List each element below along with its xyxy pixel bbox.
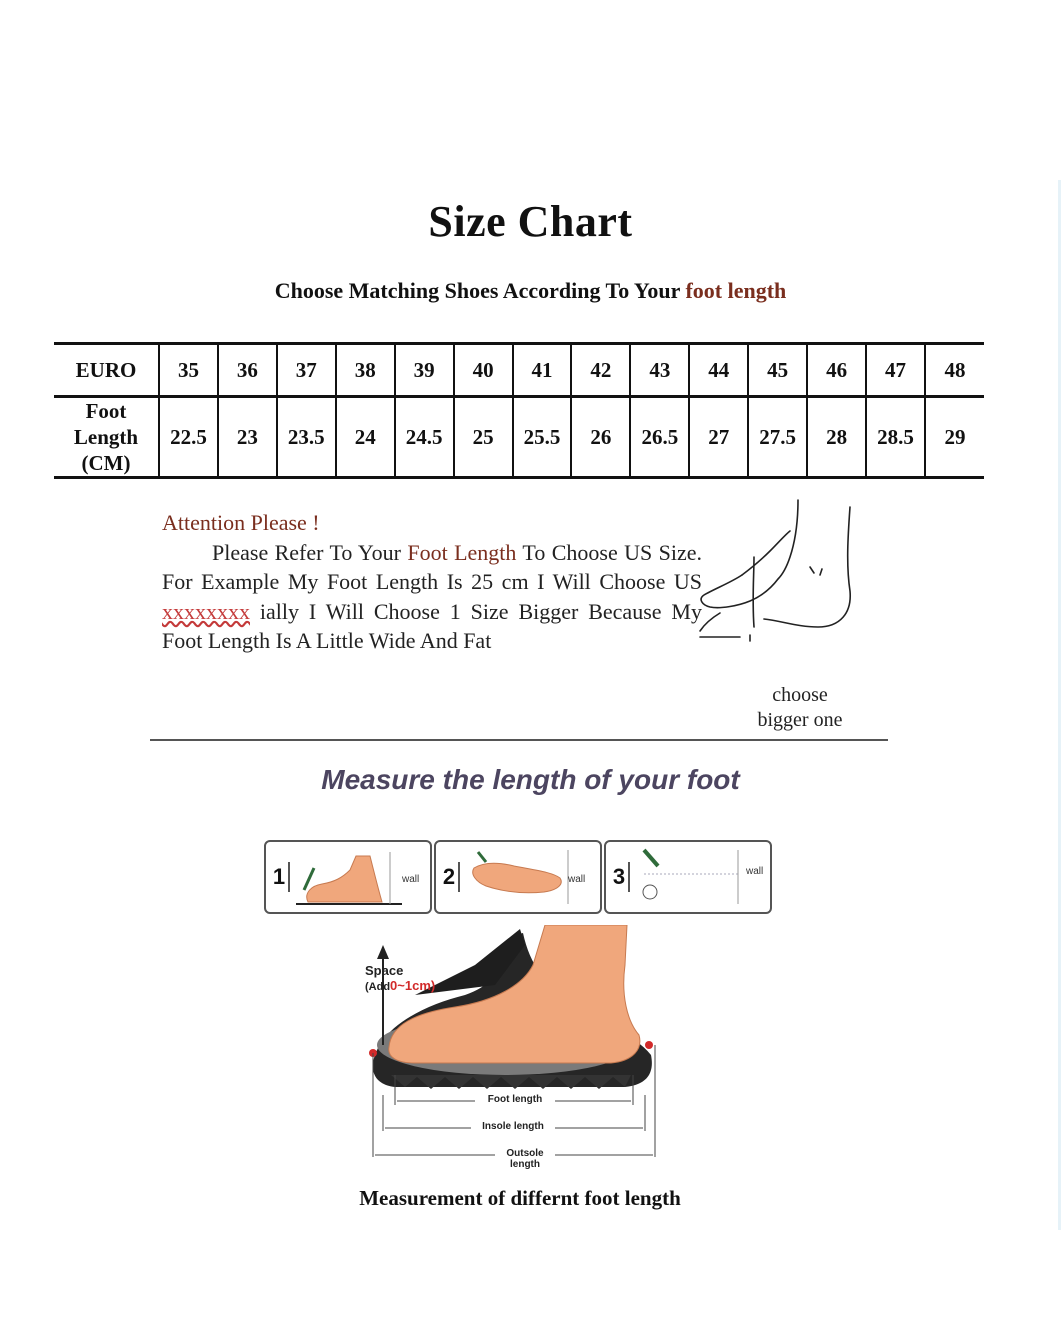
foot-length-cell: 23.5 [277,397,336,478]
foot-length-cell: 28.5 [866,397,925,478]
euro-size-cell: 48 [925,344,984,397]
foot-length-cell: 23 [218,397,277,478]
foot-length-cell: 24.5 [395,397,454,478]
ruler-mark-icon [634,848,744,906]
section-divider [150,739,888,741]
attention-text: Please Refer To Your [212,539,401,565]
space-add-prefix: (Add [365,981,391,993]
redacted-text: xxxxxxxx [162,598,250,624]
foot-length-row [54,397,984,478]
foot-top-icon [464,848,574,906]
diagram-caption: Measurement of differnt foot length [359,1186,681,1210]
step-number: 1 [270,862,290,892]
subtitle-prefix: Choose Matching Shoes According To Your [274,278,680,303]
insole-length-label: Insole length [482,1121,544,1132]
attention-text: To Choose US Size. For Example My Foot Length Is 25 cm I Will Choose US [162,539,703,594]
euro-size-cell: 35 [159,344,218,397]
foot-length-header-line: Foot [85,399,127,423]
foot-length-cell: 29 [925,397,984,478]
choose-note-line: choose [772,684,828,706]
attention-accent: Foot Length [407,539,517,565]
step-number: 3 [610,862,630,892]
outsole-length-label: Outsole length [506,1148,544,1170]
page-title: Size Chart [428,197,633,246]
size-table [54,342,984,479]
foot-length-label: Foot length [487,1094,543,1105]
foot-sketch-icon [690,495,870,645]
foot-length-cell: 27.5 [748,397,807,478]
euro-size-cell: 37 [277,344,336,397]
page-subtitle [0,278,1061,304]
euro-size-cell: 38 [336,344,395,397]
euro-row [54,344,984,397]
foot-length-cell: 25.5 [513,397,572,478]
foot-length-cell: 25 [454,397,513,478]
euro-size-cell: 42 [571,344,630,397]
foot-length-cell: 26 [571,397,630,478]
wall-label: wall [568,874,586,885]
attention-heading: Attention Please ! [162,510,320,535]
choose-note-line: bigger one [757,709,843,731]
step-panel [264,840,432,914]
euro-size-cell: 40 [454,344,513,397]
foot-side-icon [294,848,404,906]
euro-size-cell: 47 [866,344,925,397]
attention-note [162,508,702,656]
foot-length-cell: 28 [807,397,866,478]
step-number: 2 [440,862,460,892]
shoe-foot-icon [355,925,675,1170]
step-panel [604,840,772,914]
euro-size-cell: 45 [748,344,807,397]
foot-length-cell: 26.5 [630,397,689,478]
step-panel [434,840,602,914]
foot-length-header-line: (CM) [81,451,131,475]
foot-length-cell: 22.5 [159,397,218,478]
euro-header: EURO [54,344,159,397]
space-add-label [365,978,435,993]
attention-text: ially I Will Choose 1 Size Bigger Because My Foot Length Is A Little Wide And Fat [162,598,702,653]
foot-length-header [54,397,159,478]
foot-length-header-line: Length [73,425,139,449]
wall-label: wall [402,874,420,885]
euro-size-cell: 43 [630,344,689,397]
euro-size-cell: 44 [689,344,748,397]
choose-bigger-note [740,683,860,733]
euro-size-cell: 36 [218,344,277,397]
subtitle-accent: foot length [685,278,787,303]
euro-size-cell: 41 [513,344,572,397]
foot-length-cell: 24 [336,397,395,478]
wall-label: wall [746,866,764,877]
euro-size-cell: 46 [807,344,866,397]
space-label: Space [365,963,404,978]
space-add-value: 0~1cm) [390,978,436,993]
euro-size-cell: 39 [395,344,454,397]
foot-length-cell: 27 [689,397,748,478]
measure-title: Measure the length of your foot [321,764,740,795]
